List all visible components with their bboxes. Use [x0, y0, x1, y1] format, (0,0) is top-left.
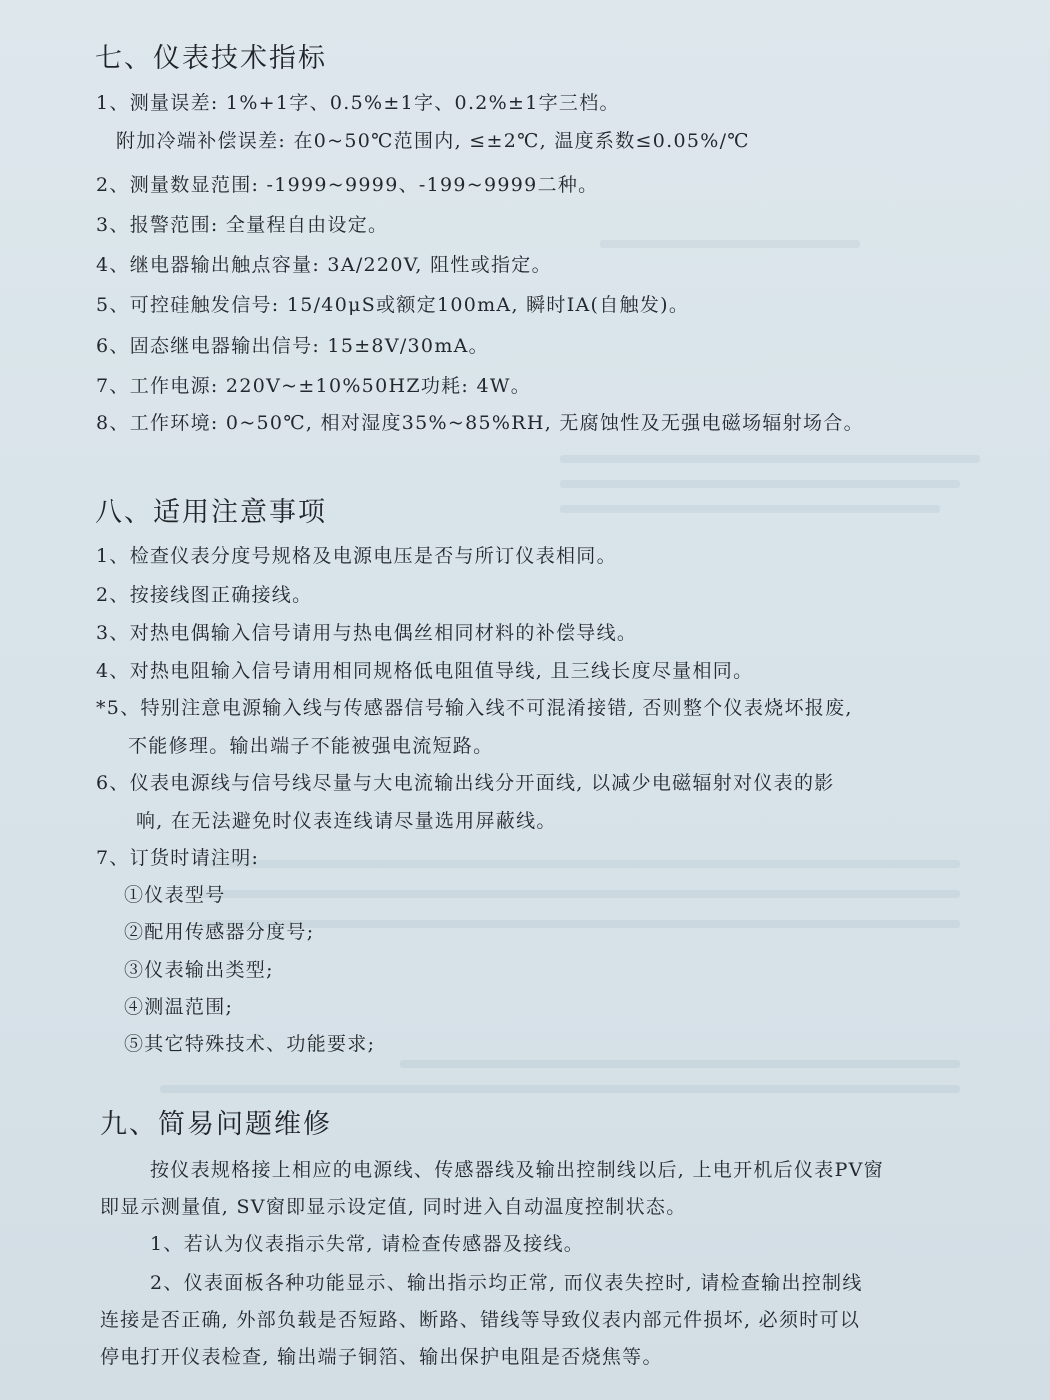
section-7-item-4: 4、继电器输出触点容量: 3A/220V, 阻性或指定。: [96, 254, 552, 276]
bleed-through-mark: [600, 240, 860, 248]
section-7-item-1: 1、测量误差: 1%+1字、0.5%±1字、0.2%±1字三档。: [96, 92, 620, 114]
bleed-through-mark: [160, 1085, 960, 1093]
section-7-item-2: 2、测量数显范围: -1999~9999、-199~9999二种。: [96, 174, 599, 196]
section-9-item-1: 1、若认为仪表指示失常, 请检查传感器及接线。: [150, 1233, 585, 1255]
section-8-item-5-continuation: 不能修理。输出端子不能被强电流短路。: [128, 735, 494, 757]
section-8-item-7: 7、订货时请注明:: [96, 847, 260, 869]
section-8-item-1: 1、检查仪表分度号规格及电源电压是否与所订仪表相同。: [96, 545, 617, 567]
bleed-through-mark: [560, 505, 940, 513]
section-8-item-6: 6、仪表电源线与信号线尽量与大电流输出线分开面线, 以减少电磁辐射对仪表的影: [96, 772, 835, 794]
order-note-1: ①仪表型号: [124, 884, 226, 906]
bleed-through-mark: [560, 480, 960, 488]
section-8-item-2: 2、按接线图正确接线。: [96, 584, 313, 606]
section-8-item-4: 4、对热电阻输入信号请用相同规格低电阻值导线, 且三线长度尽量相同。: [96, 660, 754, 682]
bleed-through-mark: [560, 455, 980, 463]
section-7-item-5: 5、可控硅触发信号: 15/40μS或额定100mA, 瞬时IA(自触发)。: [96, 294, 690, 316]
section-9-intro-continuation: 即显示测量值, SV窗即显示设定值, 同时进入自动温度控制状态。: [100, 1196, 687, 1218]
section-7-heading: 七、仪表技术指标: [95, 43, 327, 74]
section-9-item-2: 2、仪表面板各种功能显示、输出指示均正常, 而仪表失控时, 请检查输出控制线: [150, 1272, 863, 1294]
section-9-item-2-continuation-2: 停电打开仪表检查, 输出端子铜箔、输出保护电阻是否烧焦等。: [100, 1346, 663, 1368]
section-7-item-8: 8、工作环境: 0~50℃, 相对湿度35%~85%RH, 无腐蚀性及无强电磁场辐射场合。: [96, 412, 864, 434]
section-9-heading: 九、简易问题维修: [100, 1109, 332, 1140]
section-7-item-6: 6、固态继电器输出信号: 15±8V/30mA。: [96, 335, 489, 357]
section-8-item-3: 3、对热电偶输入信号请用与热电偶丝相同材料的补偿导线。: [96, 622, 638, 644]
bleed-through-mark: [200, 890, 960, 898]
order-note-3: ③仪表输出类型;: [124, 959, 274, 981]
section-8-item-5: *5、特别注意电源输入线与传感器信号输入线不可混淆接错, 否则整个仪表烧坏报废,: [96, 697, 853, 719]
section-9-intro: 按仪表规格接上相应的电源线、传感器线及输出控制线以后, 上电开机后仪表PV窗: [150, 1159, 884, 1181]
order-note-4: ④测温范围;: [124, 996, 234, 1018]
order-note-5: ⑤其它特殊技术、功能要求;: [124, 1033, 376, 1055]
section-7-item-3: 3、报警范围: 全量程自由设定。: [96, 214, 389, 236]
section-7-item-1-continuation: 附加冷端补偿误差: 在0~50℃范围内, ≤±2℃, 温度系数≤0.05%/℃: [116, 130, 750, 152]
bleed-through-mark: [400, 1060, 960, 1068]
bleed-through-mark: [200, 860, 960, 868]
section-7-item-7: 7、工作电源: 220V~±10%50HZ功耗: 4W。: [96, 375, 531, 397]
order-note-2: ②配用传感器分度号;: [124, 921, 315, 943]
section-8-heading: 八、适用注意事项: [95, 497, 327, 528]
section-9-item-2-continuation-1: 连接是否正确, 外部负载是否短路、断路、错线等导致仪表内部元件损坏, 必须时可以: [100, 1309, 861, 1331]
section-8-item-6-continuation: 响, 在无法避免时仪表连线请尽量选用屏蔽线。: [136, 810, 557, 832]
